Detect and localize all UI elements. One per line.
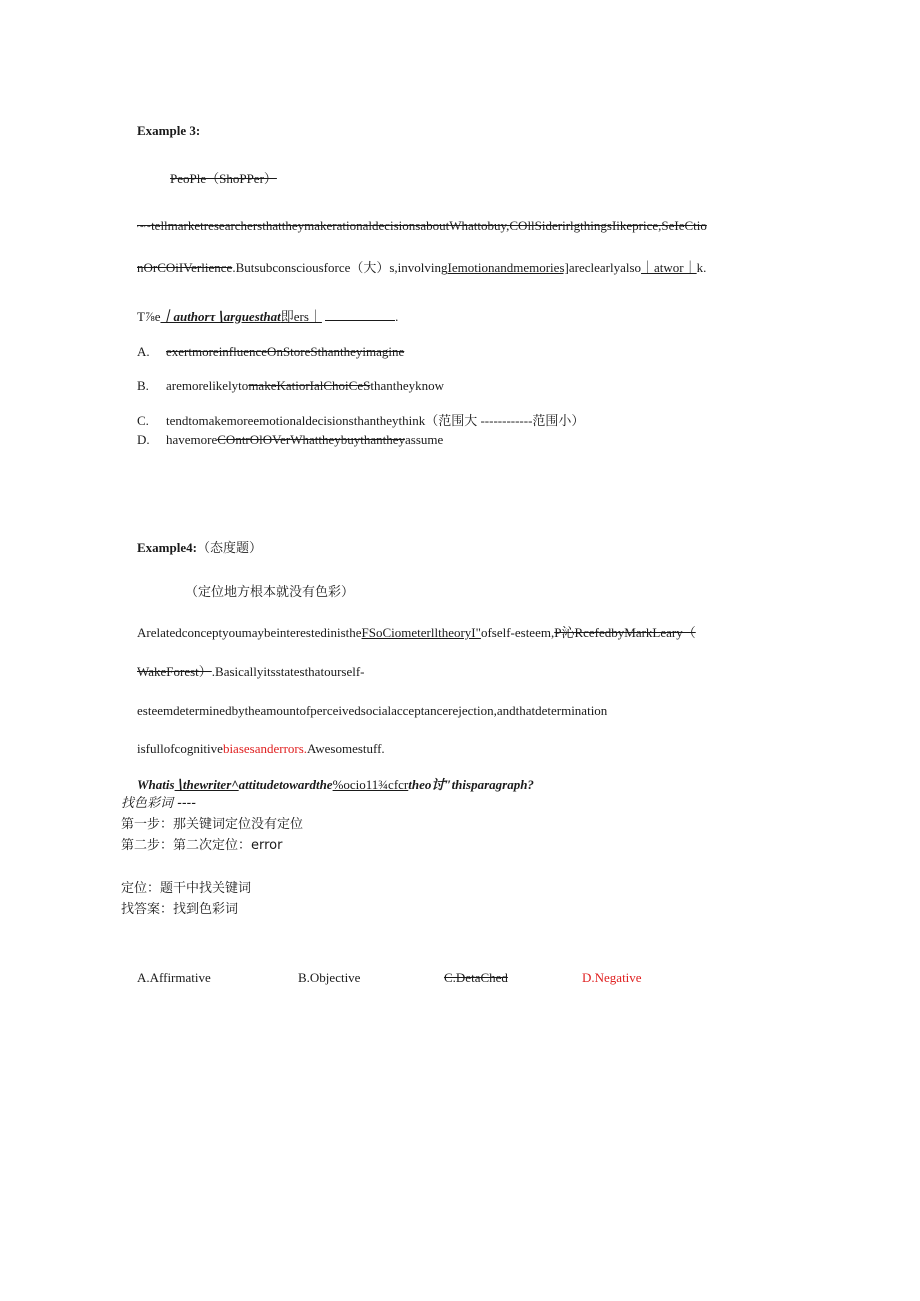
example4-q-d: %ocio11¾cfcr <box>332 777 409 792</box>
example4-p2 <box>137 664 365 680</box>
example4-step1: 第一步：那关键词定位没有定位 <box>121 817 304 832</box>
example3-option <box>137 378 444 394</box>
example4-q-a: Whatis <box>137 777 175 792</box>
example3-question-c: 即ers｜ <box>280 309 322 324</box>
example4-p1-b: FSoCiometerlltheoryI" <box>361 625 481 640</box>
example4-step2: 第二步：第二次定位：error <box>121 838 283 853</box>
example4-p4-a: isfullofcognitive <box>137 741 223 756</box>
example4-q-c: attitudetowardthe <box>238 777 333 792</box>
option-label: C. <box>137 413 149 428</box>
example3-option <box>137 432 443 448</box>
option-text: assume <box>405 432 444 447</box>
example3-question-d: . <box>395 309 399 324</box>
example4-p1-c: ofself-esteem, <box>480 625 555 640</box>
example3-heading: Example 3: <box>137 123 201 138</box>
example4-p4 <box>137 741 385 757</box>
example4-heading-line <box>137 540 262 557</box>
example4-heading-cn: （态度题） <box>196 541 262 556</box>
example3-option <box>137 344 404 360</box>
example3-line2 <box>137 218 707 234</box>
example4-note2: 找色彩词 ---- <box>121 796 196 811</box>
example4-p3: esteemdeterminedbytheamountofperceivedsocialacceptancerejection,andthatdetermination <box>137 703 608 718</box>
example3-option <box>137 413 584 429</box>
option-label: A. <box>137 344 150 359</box>
example4-q-b: ∖thewriter^ <box>174 777 239 792</box>
example4-heading: Example4: <box>137 540 197 555</box>
option-text: havemore <box>166 432 218 447</box>
example4-p4-c: Awesomestuff. <box>307 741 385 756</box>
example3-question <box>137 308 398 325</box>
example3-line2-text: ~~tellmarketresearchersthattheymakerationaldecisionsaboutWhattobuy,COllSiderirlgthingsIikeprice,SeIeCtio <box>137 218 707 233</box>
option-text: COntrOlOVerWhattheybuythanthey <box>217 432 405 447</box>
option-text: exertmoreinfluenceOnStoreSthantheyimagine <box>166 344 405 359</box>
choice-b: B.Objective <box>298 970 361 985</box>
example4-locate: 定位：题干中找关键词 <box>121 881 252 896</box>
choice-a: A.Affirmative <box>137 970 211 985</box>
example4-q-f: thisparagraph? <box>451 777 534 792</box>
example4-p1-d: P沁RcefedbyMarkLeary（ <box>554 625 696 640</box>
example3-question-b: ｜authorτ∖arguesthat <box>160 309 281 324</box>
example4-p4-b: biasesanderrors. <box>222 741 308 756</box>
example4-p1 <box>137 625 696 641</box>
option-text: tendtomakemoreemotionaldecisionsthantheythink（范围大 ------------范围小） <box>166 413 585 428</box>
option-text: thantheyknow <box>370 378 444 393</box>
example3-line3 <box>137 260 706 276</box>
option-label: D. <box>137 432 150 447</box>
example4-note: （定位地方根本就没有色彩） <box>185 585 355 600</box>
example3-line1: PeoPle（ShoPPer） <box>170 171 277 186</box>
example3-line3-a: nOrCOiIVerlience <box>137 260 233 275</box>
example3-question-a: T⅞e <box>137 309 161 324</box>
example4-question <box>137 777 534 793</box>
choice-c: C.DetaChed <box>444 970 508 985</box>
example3-line3-c: Iemotionandmemories] <box>447 260 569 275</box>
option-text: aremorelikelyto <box>166 378 249 393</box>
example4-p2-a: WakeForest） <box>137 664 212 679</box>
example3-line3-b: .Butsubconsciousforce（大）s,involving <box>232 260 448 275</box>
example3-line3-f: k. <box>696 260 707 275</box>
example3-line3-e: ｜atwor｜ <box>641 260 697 275</box>
example3-line3-d: areclearlyalso <box>568 260 642 275</box>
example4-q-e: theo讨″ <box>408 777 452 792</box>
example4-answer: 找答案：找到色彩词 <box>121 902 239 917</box>
choice-d: D.Negative <box>582 970 642 985</box>
option-text: makeKatiorIalChoiCeS <box>248 378 371 393</box>
example4-p2-b: .Basicallyitsstatesthatourself- <box>211 664 365 679</box>
example4-p1-a: Arelatedconceptyoumaybeinterestedinisthe <box>137 625 362 640</box>
option-label: B. <box>137 378 149 393</box>
answer-blank <box>325 308 395 321</box>
